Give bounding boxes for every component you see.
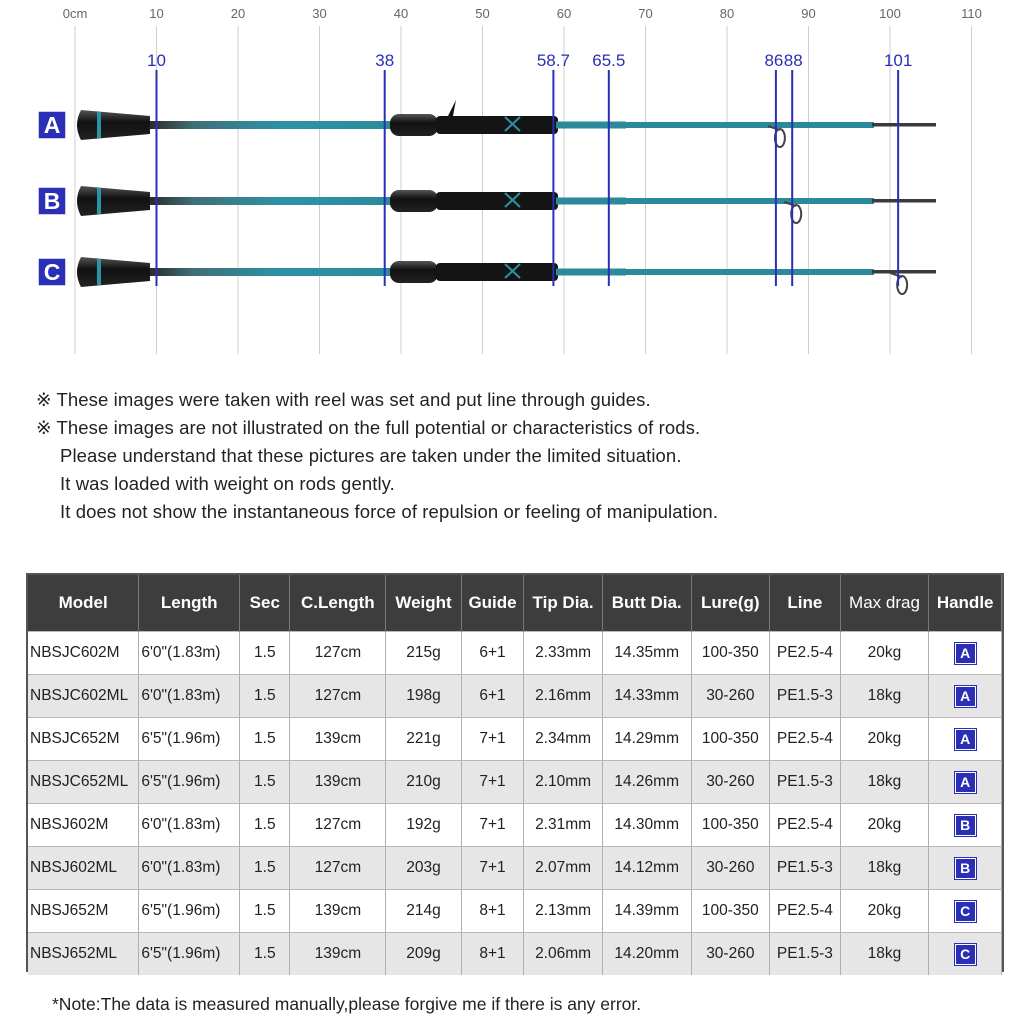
fore-grip — [390, 190, 438, 212]
column-header: C.Length — [290, 575, 386, 632]
butt-grip — [77, 110, 150, 140]
table-cell: 2.13mm — [524, 890, 603, 933]
handle-badge: C — [955, 944, 976, 965]
spec-table — [26, 573, 1004, 972]
reel-seat — [436, 192, 558, 210]
table-cell: 30-260 — [691, 933, 770, 976]
ruler-tick-label: 90 — [801, 6, 816, 21]
table-cell: 20kg — [840, 804, 929, 847]
table-cell: 6+1 — [461, 675, 523, 718]
measure-marker-label: 65.5 — [592, 51, 626, 70]
table-cell: 14.26mm — [602, 761, 691, 804]
rod-bend-diagram — [0, 0, 1024, 370]
column-header: Weight — [386, 575, 462, 632]
table-cell: 1.5 — [240, 761, 290, 804]
table-cell: 6'0"(1.83m) — [139, 804, 240, 847]
footnote: *Note:The data is measured manually,please forgive me if there is any error. — [52, 994, 642, 1014]
rod-tip — [872, 123, 936, 127]
measure-marker-label: 101 — [883, 51, 913, 70]
measure-marker-label: 10 — [147, 51, 166, 70]
table-cell: 6'0"(1.83m) — [139, 675, 240, 718]
rod-blank — [624, 122, 874, 128]
table-cell: 7+1 — [461, 761, 523, 804]
table-cell: NBSJ652ML — [28, 933, 139, 976]
table-cell: 7+1 — [461, 718, 523, 761]
table-cell: PE2.5-4 — [770, 632, 841, 675]
table-cell: NBSJ652M — [28, 890, 139, 933]
guide-frame — [890, 273, 902, 277]
fore-grip — [390, 114, 438, 136]
table-cell: NBSJC652ML — [28, 761, 139, 804]
note-line: ※ These images are not illustrated on the full potential or characteristics of rods. — [36, 417, 701, 438]
table-cell: 100-350 — [691, 718, 770, 761]
disclaimer-notes — [36, 386, 996, 526]
grip-accent — [97, 259, 101, 285]
handle-label: A — [43, 112, 61, 138]
table-cell: 139cm — [290, 761, 386, 804]
table-cell: 1.5 — [240, 933, 290, 976]
rod-blank — [150, 197, 392, 205]
table-cell: PE1.5-3 — [770, 761, 841, 804]
column-header: Model — [28, 575, 139, 632]
reel-seat — [436, 116, 558, 134]
rod-blank — [556, 198, 626, 205]
table-cell: 2.07mm — [524, 847, 603, 890]
table-cell: 139cm — [290, 933, 386, 976]
column-header: Handle — [929, 575, 1002, 632]
table-cell: 14.35mm — [602, 632, 691, 675]
handle-cell — [929, 675, 1002, 718]
handle-cell — [929, 632, 1002, 675]
table-cell: 1.5 — [240, 847, 290, 890]
handle-badge: A — [955, 686, 976, 707]
handle-label: B — [43, 188, 61, 214]
handle-badge: B — [955, 815, 976, 836]
table-cell: 210g — [386, 761, 462, 804]
table-row — [28, 718, 1002, 761]
column-header: Tip Dia. — [524, 575, 603, 632]
table-cell: 139cm — [290, 890, 386, 933]
ruler-tick-label: 60 — [556, 6, 572, 21]
table-cell: 18kg — [840, 761, 929, 804]
table-cell: 2.10mm — [524, 761, 603, 804]
table-row — [28, 847, 1002, 890]
table-cell: 209g — [386, 933, 462, 976]
reel-seat — [436, 263, 558, 281]
handle-badge: B — [955, 858, 976, 879]
rod-blank — [624, 269, 874, 275]
table-cell: 2.06mm — [524, 933, 603, 976]
column-header: Guide — [461, 575, 523, 632]
table-cell: 1.5 — [240, 675, 290, 718]
table-cell: 127cm — [290, 804, 386, 847]
rod-blank — [556, 269, 626, 276]
table-cell: PE1.5-3 — [770, 675, 841, 718]
table-cell: 20kg — [840, 890, 929, 933]
ruler-tick-label: 80 — [719, 6, 735, 21]
column-header: Line — [770, 575, 841, 632]
ruler-tick-label: 30 — [312, 6, 327, 21]
handle-cell — [929, 718, 1002, 761]
handle-badge: A — [955, 772, 976, 793]
ruler-tick-label: 110 — [961, 6, 982, 21]
note-line: It was loaded with weight on rods gently. — [60, 473, 395, 494]
table-cell: 6'5"(1.96m) — [139, 761, 240, 804]
rod-blank — [556, 122, 626, 129]
rod-a — [38, 100, 936, 147]
table-cell: NBSJ602M — [28, 804, 139, 847]
table-cell: 2.34mm — [524, 718, 603, 761]
table-cell: 20kg — [840, 718, 929, 761]
table-cell: 221g — [386, 718, 462, 761]
table-cell: NBSJC602M — [28, 632, 139, 675]
table-cell: 127cm — [290, 675, 386, 718]
table-cell: 100-350 — [691, 632, 770, 675]
table-cell: 18kg — [840, 847, 929, 890]
table-cell: 1.5 — [240, 632, 290, 675]
handle-cell — [929, 804, 1002, 847]
note-line: It does not show the instantaneous force of repulsion or feeling of manipulation. — [60, 501, 719, 522]
measure-marker-label: 86 — [764, 51, 784, 70]
table-cell: 6'5"(1.96m) — [139, 890, 240, 933]
ruler-tick-label: 100 — [879, 6, 901, 21]
butt-grip — [77, 257, 150, 287]
table-cell: 1.5 — [240, 718, 290, 761]
table-cell: 8+1 — [461, 890, 523, 933]
note-line: Please understand that these pictures are taken under the limited situation. — [60, 445, 682, 466]
table-cell: 14.20mm — [602, 933, 691, 976]
table-cell: 2.16mm — [524, 675, 603, 718]
rod-blank — [150, 121, 392, 129]
table-cell: 7+1 — [461, 804, 523, 847]
ruler-tick-label: 20 — [230, 6, 246, 21]
column-header: Lure(g) — [691, 575, 770, 632]
table-cell: PE2.5-4 — [770, 718, 841, 761]
table-cell: 6'0"(1.83m) — [139, 847, 240, 890]
table-cell: 1.5 — [240, 804, 290, 847]
table-row — [28, 804, 1002, 847]
table-cell: 14.39mm — [602, 890, 691, 933]
column-header: Max drag — [840, 575, 929, 632]
table-cell: 6+1 — [461, 632, 523, 675]
table-cell: 6'0"(1.83m) — [139, 632, 240, 675]
table-cell: 198g — [386, 675, 462, 718]
table-row — [28, 761, 1002, 804]
rod-tip — [872, 270, 936, 274]
handle-badge: A — [955, 729, 976, 750]
table-cell: 18kg — [840, 675, 929, 718]
handle-badge: A — [955, 643, 976, 664]
ruler-tick-label: 50 — [475, 6, 490, 21]
ruler-tick-label: 70 — [638, 6, 653, 21]
table-row — [28, 890, 1002, 933]
table-cell: 127cm — [290, 632, 386, 675]
table-cell: 14.30mm — [602, 804, 691, 847]
column-header: Sec — [240, 575, 290, 632]
table-cell: 192g — [386, 804, 462, 847]
table-cell: 2.33mm — [524, 632, 603, 675]
table-cell: 6'5"(1.96m) — [139, 933, 240, 976]
table-cell: 14.33mm — [602, 675, 691, 718]
table-row — [28, 933, 1002, 976]
table-cell: PE2.5-4 — [770, 890, 841, 933]
note-line: ※ These images were taken with reel was set and put line through guides. — [36, 389, 651, 410]
table-cell: 203g — [386, 847, 462, 890]
ruler-tick-label: 40 — [393, 6, 409, 21]
fore-grip — [390, 261, 438, 283]
rod-tip — [872, 199, 936, 203]
table-row — [28, 675, 1002, 718]
rod-b — [38, 186, 936, 223]
table-cell: 30-260 — [691, 761, 770, 804]
handle-badge: C — [955, 901, 976, 922]
table-cell: PE1.5-3 — [770, 847, 841, 890]
table-row — [28, 632, 1002, 675]
rod-blank — [150, 268, 392, 276]
table-cell: PE1.5-3 — [770, 933, 841, 976]
table-cell: 127cm — [290, 847, 386, 890]
ruler-tick-label: 10 — [149, 6, 164, 21]
measure-marker-label: 88 — [783, 51, 803, 70]
handle-cell — [929, 847, 1002, 890]
table-cell: 18kg — [840, 933, 929, 976]
rod-c — [38, 257, 936, 294]
table-cell: 6'5"(1.96m) — [139, 718, 240, 761]
ruler-tick-label: 0cm — [62, 6, 88, 21]
table-cell: NBSJC652M — [28, 718, 139, 761]
table-cell: 20kg — [840, 632, 929, 675]
table-cell: 214g — [386, 890, 462, 933]
table-cell: NBSJC602ML — [28, 675, 139, 718]
rod-blank — [624, 198, 874, 204]
trigger — [448, 100, 456, 116]
table-cell: 139cm — [290, 718, 386, 761]
table-cell: 7+1 — [461, 847, 523, 890]
table-cell: 100-350 — [691, 804, 770, 847]
handle-label: C — [43, 259, 61, 285]
table-cell: 100-350 — [691, 890, 770, 933]
measure-marker-label: 38 — [375, 51, 395, 70]
table-cell: PE2.5-4 — [770, 804, 841, 847]
table-cell: 1.5 — [240, 890, 290, 933]
column-header: Length — [139, 575, 240, 632]
table-cell: NBSJ602ML — [28, 847, 139, 890]
butt-grip — [77, 186, 150, 216]
grip-accent — [97, 112, 101, 138]
grip-accent — [97, 188, 101, 214]
table-cell: 14.12mm — [602, 847, 691, 890]
table-header-row — [28, 575, 1002, 632]
table-cell: 215g — [386, 632, 462, 675]
column-header: Butt Dia. — [602, 575, 691, 632]
handle-cell — [929, 890, 1002, 933]
table-cell: 8+1 — [461, 933, 523, 976]
table-cell: 2.31mm — [524, 804, 603, 847]
handle-cell — [929, 933, 1002, 976]
measure-marker-label: 58.7 — [536, 51, 570, 70]
table-cell: 30-260 — [691, 675, 770, 718]
table-cell: 30-260 — [691, 847, 770, 890]
table-cell: 14.29mm — [602, 718, 691, 761]
handle-cell — [929, 761, 1002, 804]
